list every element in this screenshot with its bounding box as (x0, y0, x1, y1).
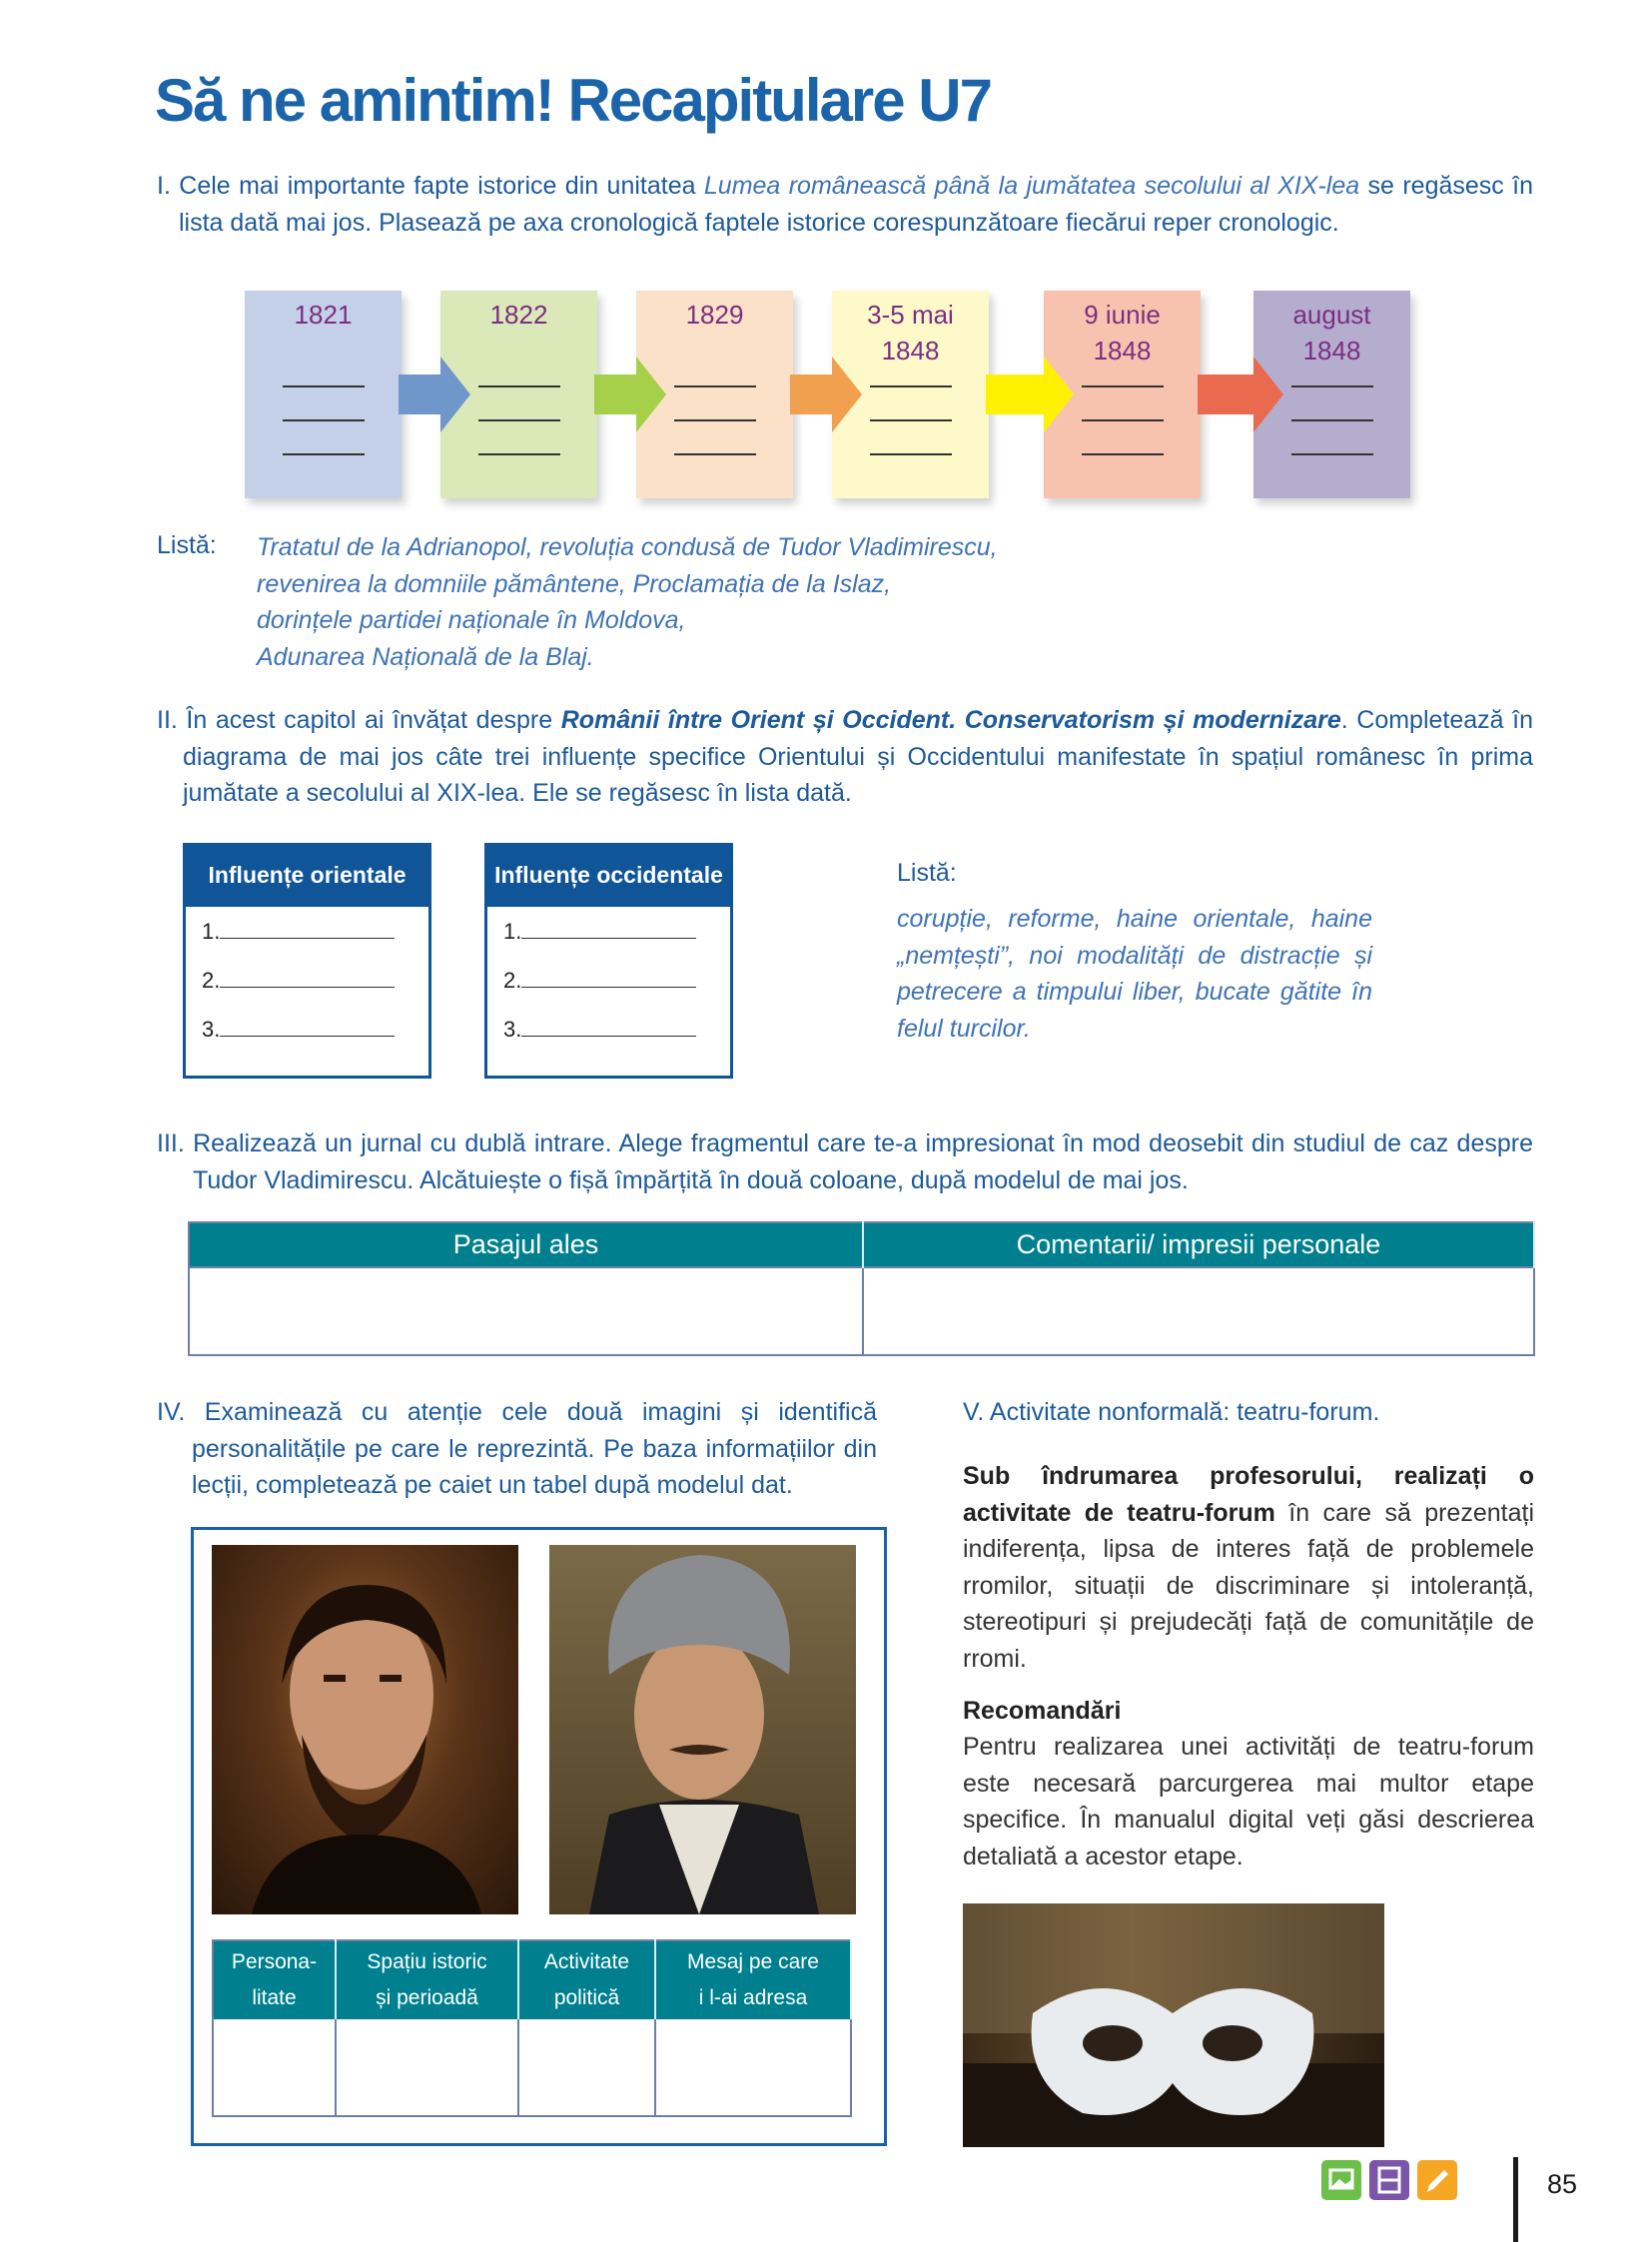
timeline-arrow (790, 355, 862, 434)
list-label: Listă: (897, 859, 957, 887)
image-icon[interactable] (1321, 2160, 1361, 2200)
timeline-date: 9 iunie (1084, 300, 1161, 330)
occidental-influences-box (484, 843, 733, 1079)
answer-blank[interactable] (1291, 453, 1373, 455)
portrait-image-2 (549, 1545, 856, 1914)
section-4-instructions: IV. Examinează cu atenție cele două imagini și identifică personalitățile pe care le reprezintă. Pe baza informațiilor din lecții, completează pe caiet un tabel după modelul dat. (157, 1398, 877, 1499)
answer-blank[interactable] (674, 419, 756, 421)
section-5-body: în care să prezentați indiferența, lipsa de interes față de problemele rromilor, situații de discriminare și intoleranță, stereotipuri și prejudecăți față de comunitățile de rromi. (963, 1498, 1534, 1673)
timeline-date: 3-5 mai (867, 300, 954, 330)
personality-table (212, 1939, 852, 2117)
answer-blank[interactable] (283, 453, 365, 455)
influences-list: corupție, reforme, haine orientale, haine „nemțești”, noi modalități de distracție și petrecere a timpului liber, bucate gătite în felul turcilor. (897, 905, 1372, 1043)
answer-blank[interactable] (1082, 453, 1164, 455)
answer-blank[interactable] (220, 970, 395, 988)
timeline-arrow (594, 355, 666, 434)
table-cell[interactable] (336, 2019, 518, 2116)
list-line: Tratatul de la Adrianopol, revoluția condusă de Tudor Vladimirescu, (257, 533, 998, 561)
timeline-year: 1848 (1302, 336, 1361, 366)
timeline-arrow (1198, 355, 1283, 434)
section-1-prefix: I. Cele mai importante fapte istorice din unitatea (157, 172, 704, 200)
table-cell[interactable] (189, 1267, 863, 1355)
timeline-date: august (1292, 300, 1371, 330)
column-header: Spațiu istoric și perioadă (336, 1940, 518, 2019)
item-number: 1. (202, 919, 221, 944)
answer-blank[interactable] (674, 453, 756, 455)
answer-blank[interactable] (283, 385, 365, 387)
answer-blank[interactable] (283, 419, 365, 421)
timeline-box (245, 291, 402, 498)
answer-blank[interactable] (870, 419, 952, 421)
recommendations-heading: Recomandări (963, 1697, 1122, 1725)
table-cell[interactable] (863, 1267, 1534, 1355)
table-cell[interactable] (213, 2019, 336, 2116)
oriental-influences-box (183, 843, 431, 1079)
box-header: Influențe orientale (186, 846, 428, 907)
answer-blank[interactable] (1291, 419, 1373, 421)
timeline-date: 1822 (489, 300, 548, 330)
item-number: 3. (202, 1017, 221, 1042)
answer-blank[interactable] (521, 970, 696, 988)
page-number: 85 (1547, 2169, 1578, 2199)
section-2-suffix: . Completează în diagrama de mai jos câte trei influențe specifice Orientului și Occidentului manifestate în spațiul românesc în prima jumătate a secolului al XIX-lea. Ele se regăsesc în lista dată. (183, 706, 1533, 807)
column-header: Pasajul ales (189, 1222, 863, 1267)
answer-blank[interactable] (1291, 385, 1373, 387)
chapter-title: Românii între Orient și Occident. Conservatorism și modernizare (560, 706, 1341, 734)
film-icon[interactable] (1369, 2160, 1409, 2200)
timeline-year: 1848 (881, 336, 940, 366)
timeline-arrow (986, 355, 1074, 434)
timeline-date: 1821 (294, 300, 353, 330)
timeline-date: 1829 (685, 300, 744, 330)
section-1-suffix: se regăsesc în lista dată mai jos. Plasează pe axa cronologică faptele istorice corespunzătoare fiecărui reper cronologic. (179, 172, 1534, 237)
theatre-mask-image (963, 1903, 1384, 2147)
portrait-image-1 (212, 1545, 518, 1914)
section-2-instructions (157, 702, 1533, 812)
section-5-heading: V. Activitate nonformală: teatru-forum. (963, 1398, 1380, 1426)
answer-blank[interactable] (478, 453, 560, 455)
column-header: Comentarii/ impresii personale (863, 1222, 1534, 1267)
answer-blank[interactable] (478, 419, 560, 421)
column-header: Mesaj pe care i l-ai adresa (655, 1940, 851, 2019)
section-5-bold: Sub îndrumarea profesorului, realizați o activitate de teatru-forum (963, 1462, 1534, 1527)
answer-blank[interactable] (220, 921, 395, 939)
item-number: 3. (503, 1017, 522, 1042)
timeline-arrow (399, 355, 470, 434)
events-list (257, 529, 1156, 675)
section-5-text (963, 1458, 1534, 1677)
box-header: Influențe occidentale (487, 846, 730, 907)
column-header: Persona- litate (213, 1940, 336, 2019)
page-divider (1513, 2157, 1518, 2242)
timeline-year: 1848 (1093, 336, 1152, 366)
item-number: 2. (202, 968, 221, 993)
table-cell[interactable] (655, 2019, 851, 2116)
page-title: Să ne amintim! Recapitulare U7 (155, 67, 991, 134)
list-line: dorințele partidei naționale în Moldova, (257, 606, 686, 634)
journal-table (188, 1221, 1535, 1356)
answer-blank[interactable] (220, 1019, 395, 1037)
pencil-icon[interactable] (1417, 2160, 1457, 2200)
list-line: revenirea la domniile pământene, Proclamația de la Islaz, (257, 569, 892, 598)
answer-blank[interactable] (478, 385, 560, 387)
item-number: 1. (503, 919, 522, 944)
answer-blank[interactable] (870, 453, 952, 455)
section-2-prefix: II. În acest capitol ai învățat despre (157, 706, 561, 734)
section-1-instructions (157, 168, 1533, 241)
list-line: Adunarea Națională de la Blaj. (257, 642, 594, 671)
section-3-instructions: III. Realizează un jurnal cu dublă intrare. Alege fragmentul care te-a impresionat în mod deosebit din studiul de caz despre Tudor Vladimirescu. Alcătuiește o fișă împărțită în două coloane, după modelul de mai jos. (157, 1129, 1533, 1194)
answer-blank[interactable] (870, 385, 952, 387)
unit-title: Lumea românească până la jumătatea secolului al XIX-lea (703, 172, 1360, 200)
answer-blank[interactable] (521, 921, 696, 939)
answer-blank[interactable] (1082, 385, 1164, 387)
table-cell[interactable] (518, 2019, 655, 2116)
answer-blank[interactable] (1082, 419, 1164, 421)
answer-blank[interactable] (521, 1019, 696, 1037)
column-header: Activitate politică (518, 1940, 655, 2019)
item-number: 2. (503, 968, 522, 993)
recommendations-text: Pentru realizarea unei activități de teatru-forum este necesară parcurgerea mai multor etape specifice. În manualul digital veți găsi descrierea detaliată a acestor etape. (963, 1733, 1534, 1870)
answer-blank[interactable] (674, 385, 756, 387)
list-label: Listă: (157, 531, 217, 559)
